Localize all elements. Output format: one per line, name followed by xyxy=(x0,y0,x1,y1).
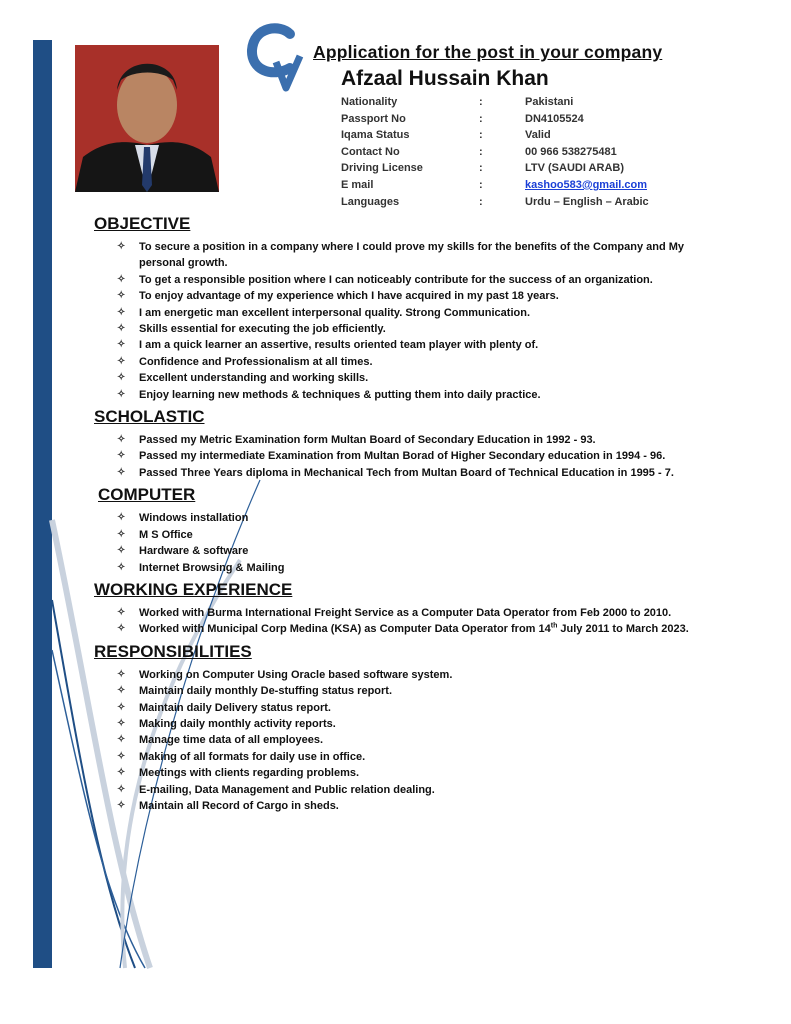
list-item xyxy=(117,387,692,403)
list-item xyxy=(117,683,692,699)
item-text: Manage time data of all employees. xyxy=(139,734,324,747)
item-text: I am a quick learner an assertive, results oriented team player with plenty of. xyxy=(139,339,539,352)
item-text: To enjoy advantage of my experience which I have acquired in my past 18 years. xyxy=(139,290,559,303)
bullet-icon: ✧ xyxy=(117,734,126,746)
item-text: July 2011 to March 2023. xyxy=(557,623,689,636)
info-label: Languages xyxy=(341,195,400,208)
bullet-icon: ✧ xyxy=(117,623,126,635)
responsibilities-heading: RESPONSIBILITIES xyxy=(94,641,252,661)
info-label: Iqama Status xyxy=(341,129,410,142)
item-text: Maintain daily monthly De-stuffing status report. xyxy=(139,685,393,698)
bullet-icon: ✧ xyxy=(117,273,126,285)
list-item xyxy=(117,510,692,526)
item-text: Passed my intermediate Examination from Multan Borad of Higher Secondary education in 1994 - 96. xyxy=(139,450,666,463)
info-sep: : xyxy=(479,96,483,108)
info-row-email xyxy=(341,177,649,194)
info-sep: : xyxy=(479,195,483,208)
info-value: 00 966 538275481 xyxy=(525,145,617,158)
info-label: Contact No xyxy=(341,145,400,158)
list-item xyxy=(117,716,692,732)
list-item xyxy=(117,448,692,464)
item-text: Making daily monthly activity reports. xyxy=(139,717,336,730)
bullet-icon: ✧ xyxy=(117,668,126,680)
list-item xyxy=(117,527,692,543)
list-item xyxy=(117,782,692,798)
list-item xyxy=(117,605,692,621)
objective-heading: OBJECTIVE xyxy=(94,214,191,233)
bullet-icon: ✧ xyxy=(117,783,126,795)
item-text: Maintain all Record of Cargo in sheds. xyxy=(139,799,339,812)
item-text: Worked with Burma International Freight Service as a Computer Data Operator from Feb 2000 to 2010. xyxy=(139,606,672,619)
item-text: I am energetic man excellent interpersonal quality. Strong Communication. xyxy=(139,306,530,319)
info-row-nationality xyxy=(341,94,649,111)
list-item xyxy=(117,288,692,304)
scholastic-list xyxy=(117,432,692,481)
computer-heading: COMPUTER xyxy=(98,485,196,505)
info-value: Valid xyxy=(525,129,551,142)
personal-info-table xyxy=(341,94,649,210)
bullet-icon: ✧ xyxy=(117,388,126,400)
info-sep: : xyxy=(479,162,483,175)
info-value: LTV (SAUDI ARAB) xyxy=(525,162,624,175)
bullet-icon: ✧ xyxy=(117,372,126,384)
item-text: Skills essential for executing the job efficiently. xyxy=(139,323,386,336)
item-text: Hardware & software xyxy=(139,545,249,558)
cv-logo xyxy=(246,22,308,99)
scholastic-heading: SCHOLASTIC xyxy=(94,407,205,427)
email-link[interactable]: kashoo583@gmail.com xyxy=(525,178,647,191)
info-value: Pakistani xyxy=(525,96,574,108)
bullet-icon: ✧ xyxy=(117,767,126,779)
profile-photo xyxy=(75,45,219,192)
item-text: Making of all formats for daily use in office. xyxy=(139,750,366,763)
info-sep: : xyxy=(479,178,483,191)
item-superscript: th xyxy=(550,622,558,630)
bullet-icon: ✧ xyxy=(117,701,126,713)
bullet-icon: ✧ xyxy=(117,685,126,697)
item-text: M S Office xyxy=(139,528,193,541)
list-item xyxy=(117,700,692,716)
info-value: Urdu – English – Arabic xyxy=(525,195,649,208)
bullet-icon: ✧ xyxy=(117,241,126,252)
responsibilities-list xyxy=(117,667,692,815)
cv-logo-c xyxy=(252,28,290,72)
info-sep: : xyxy=(479,145,483,158)
item-text: Working on Computer Using Oracle based software system. xyxy=(139,668,453,681)
item-text: E-mailing, Data Management and Public relation dealing. xyxy=(139,783,435,796)
cv-body xyxy=(94,213,714,817)
list-item xyxy=(117,798,692,814)
bullet-icon: ✧ xyxy=(117,323,126,335)
experience-list xyxy=(117,605,692,638)
list-item xyxy=(117,560,692,576)
info-label: E mail xyxy=(341,178,374,191)
list-item xyxy=(117,239,692,272)
bullet-icon: ✧ xyxy=(117,717,126,729)
applicant-name: Afzaal Hussain Khan xyxy=(341,67,549,90)
info-value: DN4105524 xyxy=(525,112,584,125)
item-text: To secure a position in a company where I could prove my skills for the benefits of the Company and My personal growth. xyxy=(139,241,685,270)
info-row-iqama xyxy=(341,127,649,144)
list-item xyxy=(117,465,692,481)
list-item xyxy=(117,305,692,321)
info-row-languages xyxy=(341,194,649,211)
list-item xyxy=(117,321,692,337)
list-item xyxy=(117,765,692,781)
bullet-icon: ✧ xyxy=(117,561,126,573)
list-item xyxy=(117,354,692,370)
bullet-icon: ✧ xyxy=(117,339,126,351)
bullet-icon: ✧ xyxy=(117,606,126,618)
bullet-icon: ✧ xyxy=(117,750,126,762)
working-experience-heading: WORKING EXPERIENCE xyxy=(94,579,293,599)
list-item xyxy=(117,337,692,353)
bullet-icon: ✧ xyxy=(117,355,126,367)
list-item xyxy=(117,732,692,748)
item-text: Windows installation xyxy=(139,512,249,525)
list-item xyxy=(117,749,692,765)
info-label: Nationality xyxy=(341,96,398,108)
item-text: Worked with Municipal Corp Medina (KSA) as Computer Data Operator from 14 xyxy=(139,623,551,636)
info-sep: : xyxy=(479,112,483,125)
item-text: Internet Browsing & Mailing xyxy=(139,561,285,574)
objective-list xyxy=(117,239,692,403)
item-text: Passed Three Years diploma in Mechanical Tech from Multan Board of Technical Education in 1995 - 7. xyxy=(139,466,674,479)
item-text: Excellent understanding and working skills. xyxy=(139,372,369,385)
item-text: Maintain daily Delivery status report. xyxy=(139,701,331,714)
info-label: Passport No xyxy=(341,112,406,125)
item-text: Enjoy learning new methods & techniques & putting them into daily practice. xyxy=(139,388,541,401)
list-item xyxy=(117,543,692,559)
bullet-icon: ✧ xyxy=(117,528,126,540)
item-text: Meetings with clients regarding problems. xyxy=(139,767,360,780)
item-text: Passed my Metric Examination form Multan Board of Secondary Education in 1992 - 93. xyxy=(139,434,596,447)
bullet-icon: ✧ xyxy=(117,512,126,524)
list-item xyxy=(117,432,692,448)
list-item xyxy=(117,370,692,386)
bullet-icon: ✧ xyxy=(117,799,126,811)
info-row-passport xyxy=(341,111,649,128)
info-label: Driving License xyxy=(341,162,423,175)
bullet-icon: ✧ xyxy=(117,545,126,557)
list-item xyxy=(117,272,692,288)
item-text: Confidence and Professionalism at all times. xyxy=(139,355,373,368)
list-item xyxy=(117,621,692,637)
info-row-license xyxy=(341,160,649,177)
info-row-contact xyxy=(341,144,649,161)
item-text: To get a responsible position where I can noticeably contribute for the success of an organization. xyxy=(139,273,653,286)
bullet-icon: ✧ xyxy=(117,466,126,478)
application-title: Application for the post in your company xyxy=(313,42,663,62)
computer-list xyxy=(117,510,692,576)
info-sep: : xyxy=(479,129,483,142)
bullet-icon: ✧ xyxy=(117,306,126,318)
bullet-icon: ✧ xyxy=(117,450,126,462)
bullet-icon: ✧ xyxy=(117,290,126,302)
list-item xyxy=(117,667,692,683)
bullet-icon: ✧ xyxy=(117,434,126,446)
